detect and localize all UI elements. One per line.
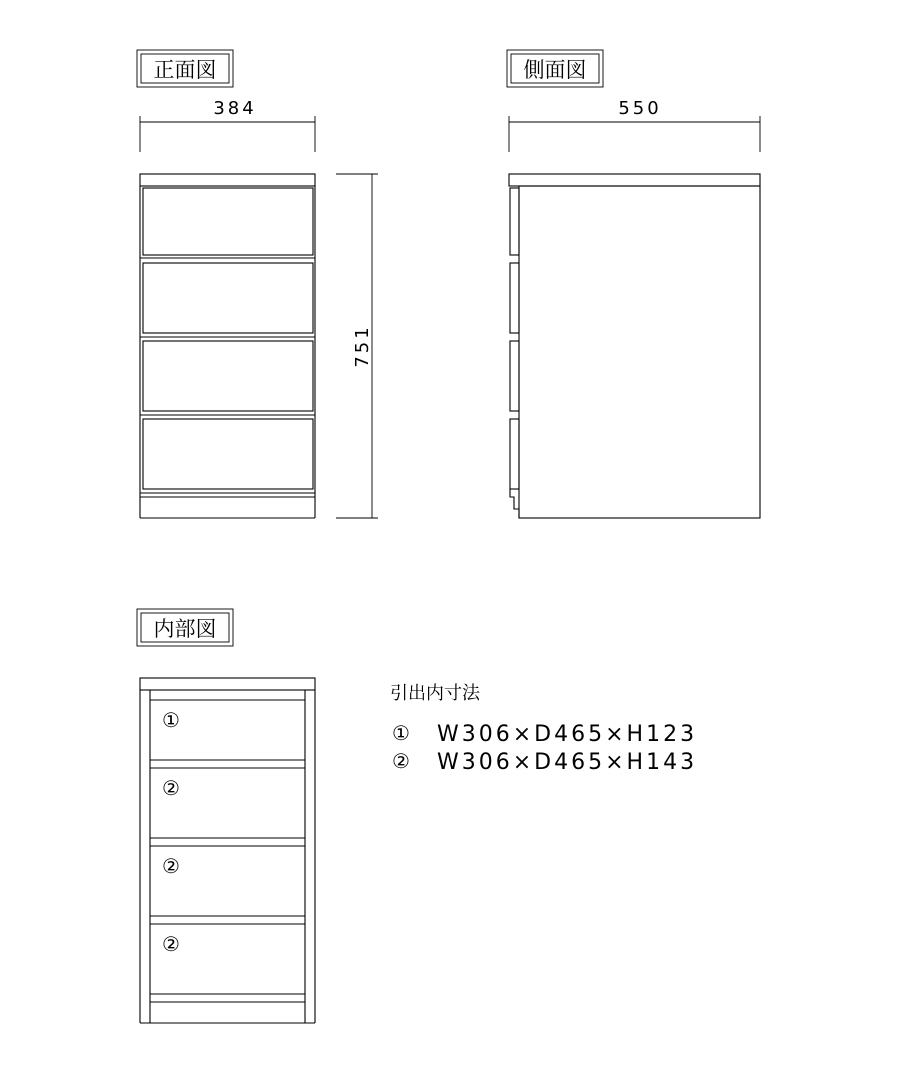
side-drawer-front-3 <box>510 341 519 411</box>
side-drawer-front-2 <box>510 263 519 333</box>
interior-view <box>140 678 315 1023</box>
front-view-label <box>137 50 233 87</box>
front-drawer-2 <box>143 263 313 333</box>
interior-top-board <box>140 678 315 690</box>
interior-view-label <box>137 609 233 646</box>
depth-dimension-line <box>509 116 760 152</box>
spec-mark-2: ② <box>392 749 410 773</box>
front-drawer-3 <box>143 341 313 411</box>
drawer-mark-1: ① <box>162 708 180 732</box>
height-dimension: 751 <box>352 324 373 368</box>
spec-text-1: W306×D465×H123 <box>437 722 698 747</box>
front-view-label-text: 正面図 <box>153 58 217 82</box>
drawer-specs <box>390 683 697 775</box>
side-body <box>519 186 760 518</box>
front-drawer-1 <box>143 188 313 255</box>
drawer-mark-3: ② <box>162 854 180 878</box>
width-dimension: 384 <box>213 98 257 119</box>
side-drawer-front-4 <box>510 419 519 489</box>
drawer-mark-4: ② <box>162 932 180 956</box>
front-view <box>140 98 378 518</box>
specs-caption: 引出内寸法 <box>390 683 480 704</box>
width-dimension-line <box>140 116 315 152</box>
side-top-board <box>509 174 760 186</box>
side-view-label-text: 側面図 <box>523 58 587 82</box>
spec-mark-1: ① <box>392 721 410 745</box>
front-top-board <box>140 174 315 186</box>
side-view <box>509 98 760 518</box>
front-drawer-4 <box>143 419 313 489</box>
side-drawer-front-1 <box>510 188 519 255</box>
spec-text-2: W306×D465×H143 <box>437 750 698 775</box>
depth-dimension: 550 <box>618 98 662 119</box>
interior-view-label-text: 内部図 <box>153 617 217 641</box>
side-view-label <box>507 50 603 87</box>
drawer-mark-2: ② <box>162 776 180 800</box>
